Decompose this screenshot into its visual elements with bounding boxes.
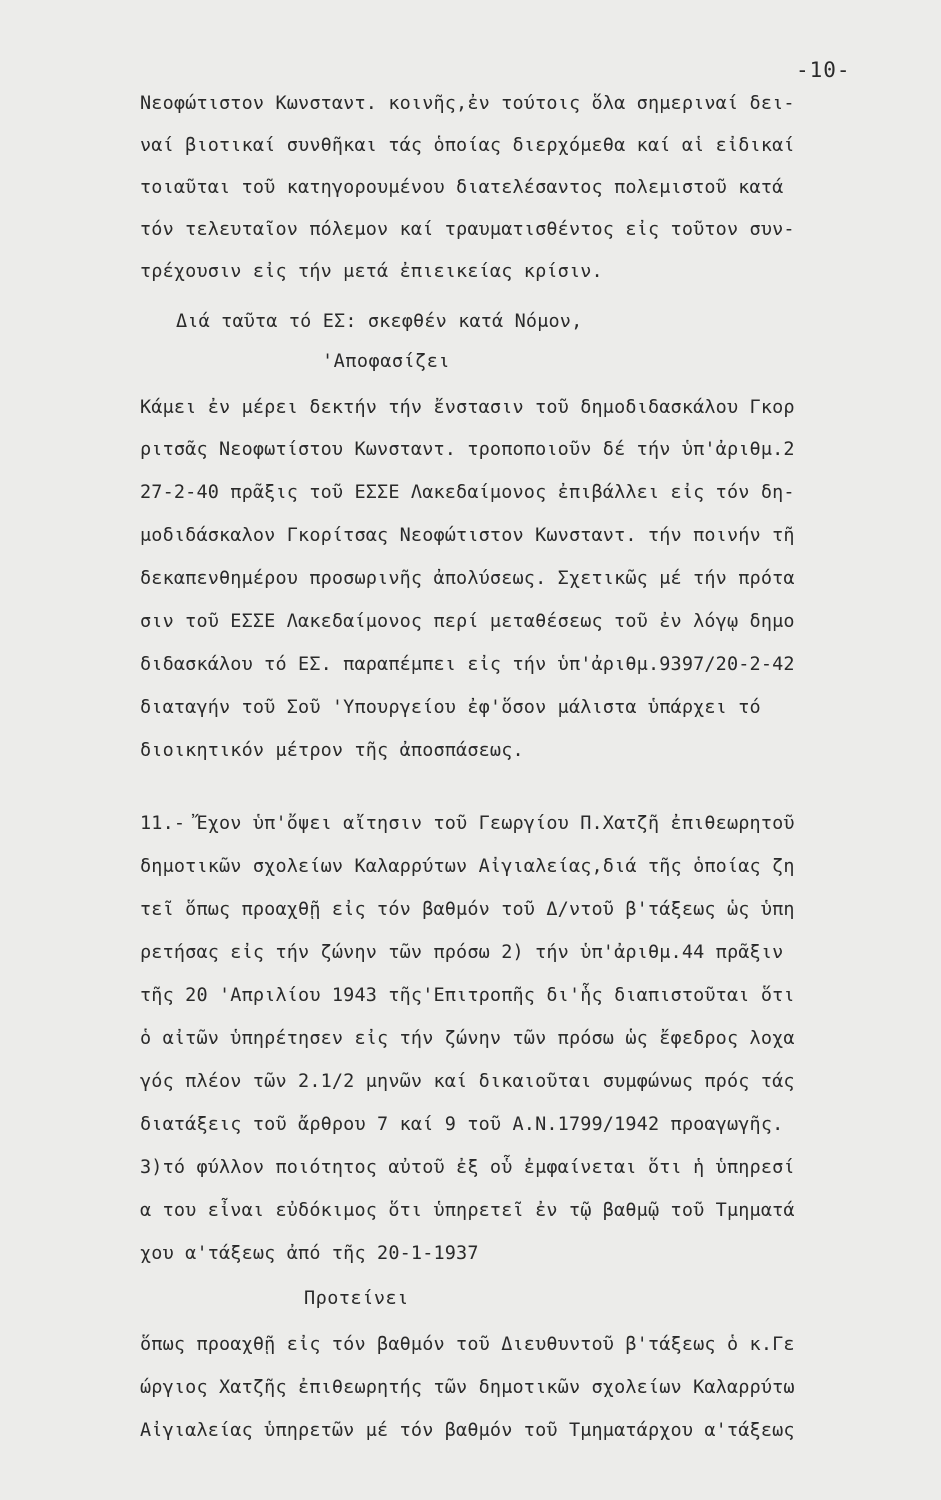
proposal-heading: Προτείνει bbox=[304, 1288, 409, 1309]
text-line: τῆς 20 'Απριλίου 1943 τῆς'Επιτροπῆς δι'ἧς διαπιστοῦται ὅτι bbox=[140, 985, 795, 1006]
text-line: χου α'τάξεως ἀπό τῆς 20-1-1937 bbox=[140, 1243, 479, 1264]
text-line: διαταγήν τοῦ Σοῦ 'Υπουργείου ἐφ'ὅσον μάλιστα ὑπάρχει τό bbox=[140, 697, 761, 718]
text-line: ὁ αἰτῶν ὑπηρέτησεν εἰς τήν ζώνην τῶν πρόσω ὡς ἔφεδρος λοχα bbox=[140, 1028, 795, 1049]
text-line: τεῖ ὅπως προαχθῇ εἰς τόν βαθμόν τοῦ Δ/ντοῦ β'τάξεως ὡς ὑπη bbox=[140, 899, 795, 920]
text-line: Νεοφώτιστον Κωνσταντ. κοινῆς,ἐν τούτοις ὅλα σημεριναί δει- bbox=[140, 93, 795, 114]
text-line: 11.- Ἔχον ὑπ'ὄψει αἴτησιν τοῦ Γεωργίου Π.Χατζῆ ἐπιθεωρητοῦ bbox=[140, 813, 795, 834]
text-line: Κάμει ἐν μέρει δεκτήν τήν ἔνστασιν τοῦ δημοδιδασκάλου Γκορ bbox=[140, 397, 795, 418]
text-line: ναί βιοτικαί συνθῆκαι τάς ὁποίας διερχόμεθα καί αἱ εἰδικαί bbox=[140, 135, 795, 156]
text-line: ρετήσας εἰς τήν ζώνην τῶν πρόσω 2) τήν ὑπ'ἀριθμ.44 πρᾶξιν bbox=[140, 942, 784, 963]
text-line: τρέχουσιν εἰς τήν μετά ἐπιεικείας κρίσιν. bbox=[140, 261, 603, 282]
text-line: τοιαῦται τοῦ κατηγορουμένου διατελέσαντος πολεμιστοῦ κατά bbox=[140, 177, 784, 198]
text-line: 27-2-40 πρᾶξις τοῦ ΕΣΣΕ Λακεδαίμονος ἐπιβάλλει εἰς τόν δη- bbox=[140, 482, 795, 503]
text-line: διατάξεις τοῦ ἄρθρου 7 καί 9 τοῦ Α.Ν.1799/1942 προαγωγῆς. bbox=[140, 1114, 784, 1135]
text-line: σιν τοῦ ΕΣΣΕ Λακεδαίμονος περί μεταθέσεως τοῦ ἐν λόγῳ δημο bbox=[140, 611, 795, 632]
text-line: τόν τελευταῖον πόλεμον καί τραυματισθέντος εἰς τοῦτον συν- bbox=[140, 219, 795, 240]
decision-heading: 'Αποφασίζει bbox=[322, 351, 451, 372]
text-line: α του εἶναι εὐδόκιμος ὅτι ὑπηρετεῖ ἐν τῷ βαθμῷ τοῦ Τμηματά bbox=[140, 1200, 795, 1221]
text-line: δημοτικῶν σχολείων Καλαρρύτων Αἰγιαλείας,διά τῆς ὁποίας ζη bbox=[140, 856, 795, 877]
text-line: ριτσᾶς Νεοφωτίστου Κωνσταντ. τροποποιοῦν δέ τήν ὑπ'ἀριθμ.2 bbox=[140, 439, 795, 460]
text-line: 3)τό φύλλον ποιότητος αὐτοῦ ἐξ οὗ ἐμφαίνεται ὅτι ἡ ὑπηρεσί bbox=[140, 1157, 795, 1178]
page-number: -10- bbox=[796, 58, 851, 82]
text-line: Διά ταῦτα τό ΕΣ: σκεφθέν κατά Νόμον, bbox=[176, 311, 583, 332]
text-line: μοδιδάσκαλον Γκορίτσας Νεοφώτιστον Κωνσταντ. τήν ποινήν τῆ bbox=[140, 525, 795, 546]
text-line: διδασκάλου τό ΕΣ. παραπέμπει εἰς τήν ὑπ'ἀριθμ.9397/20-2-42 bbox=[140, 654, 795, 675]
text-line: γός πλέον τῶν 2.1/2 μηνῶν καί δικαιοῦται συμφώνως πρός τάς bbox=[140, 1071, 795, 1092]
text-line: ὅπως προαχθῇ εἰς τόν βαθμόν τοῦ Διευθυντοῦ β'τάξεως ὁ κ.Γε bbox=[140, 1334, 795, 1355]
text-line: δεκαπενθημέρου προσωρινῆς ἀπολύσεως. Σχετικῶς μέ τήν πρότα bbox=[140, 568, 795, 589]
text-line: Αἰγιαλείας ὑπηρετῶν μέ τόν βαθμόν τοῦ Τμηματάρχου α'τάξεως bbox=[140, 1420, 795, 1441]
text-line: ώργιος Χατζῆς ἐπιθεωρητής τῶν δημοτικῶν σχολείων Καλαρρύτω bbox=[140, 1377, 795, 1398]
text-line: διοικητικόν μέτρον τῆς ἀποσπάσεως. bbox=[140, 740, 524, 761]
